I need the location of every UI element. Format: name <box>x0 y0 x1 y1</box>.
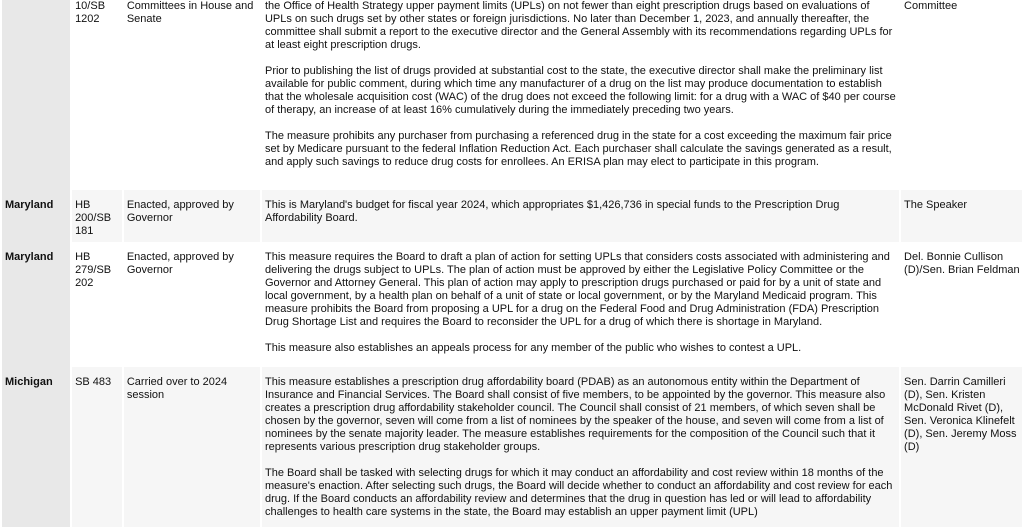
status-cell: Committees in House and Senate <box>124 0 260 190</box>
state-cell: Michigan <box>2 367 70 527</box>
status-cell: Carried over to 2024 session <box>124 367 260 527</box>
sponsor-cell: Sen. Darrin Camilleri (D), Sen. Kristen McDonald Rivet (D), Sen. Veronica Klinefelt (D), Sen. Jeremy Moss (D) <box>901 367 1022 527</box>
sponsor-cell: Del. Bonnie Cullison (D)/Sen. Brian Feldman <box>901 242 1022 367</box>
description-paragraph: This measure establishes a prescription drug affordability board (PDAB) as an autonomous entity within the Department of Insurance and Financial Services. The Board shall consist of five members, to be appointed by the governor. This measure also creates a prescription drug affordability stakeholder council. The Council shall consist of 21 members, of which seven shall be chosen by the governor, seven will come from a list of nominees by the speaker of the house, and seven will come from a list of nominees by the senate majority leader. The measure establishes requirements for the composition of the Council such that it represents various prescription drug stakeholder groups. <box>264 376 886 453</box>
description-cell <box>262 242 899 367</box>
state-cell: Maryland <box>2 242 70 367</box>
bill-number-cell: HB 279/SB 202 <box>72 242 122 367</box>
table-row <box>2 367 1022 527</box>
description-paragraph: This measure requires the Board to draft a plan of action for setting UPLs that considers costs associated with administering and delivering the drugs subject to UPLs. The plan of action must be approved by either the Legislative Policy Committee or the Governor and Attorney General. This plan of action may apply to prescription drugs purchased or paid for by a unit of state and local government, by a health plan on behalf of a unit of state or local government, or by the Maryland Medicaid program. This measure prohibits the Board from proposing a UPL for a drug on the Federal Food and Drug Administration (FDA) Prescription Drug Shortage List and requires the Board to reconsider the UPL for a drug of which there is shortage in Maryland. <box>264 251 890 328</box>
description-paragraph: the Office of Health Strategy upper payment limits (UPLs) on not fewer than eight prescription drugs based on evaluations of UPLs on such drugs set by other states or foreign jurisdictions. No later than December 1, 2023, and annually thereafter, the committee shall submit a report to the executive director and the General Assembly with its recommendations regarding UPLs for at least eight prescription drugs. <box>264 0 893 51</box>
description-cell <box>262 190 899 242</box>
status-cell: Enacted, approved by Governor <box>124 242 260 367</box>
state-cell: Maryland <box>2 190 70 242</box>
table-row <box>2 242 1022 367</box>
status-cell: Enacted, approved by Governor <box>124 190 260 242</box>
description-paragraph: The Board shall be tasked with selecting drugs for which it may conduct an affordability and cost review within 18 months of the measure's enaction. After selecting such drugs, the Board will decide whether to conduct an affordability and cost review for each drug. If the Board conducts an affordability review and determines that the drug in question has led or will lead to affordability challenges to health care systems in the state, the Board may establish an upper payment limit (UPL) <box>264 467 893 518</box>
state-cell <box>2 0 70 190</box>
description-cell <box>262 367 899 527</box>
table-row <box>2 0 1022 190</box>
bill-number-cell: SB 483 <box>72 367 122 527</box>
description-paragraph: Prior to publishing the list of drugs provided at substantial cost to the state, the executive director shall make the preliminary list available for public comment, during which time any manufacturer of a drug on the list may produce documentation to establish that the wholesale acquisition cost (WAC) of the drug does not exceed the following limit: for a drug with a WAC of $40 per course of therapy, an increase of at least 16% cumulatively during the immediately preceding two years. <box>264 65 896 116</box>
sponsor-cell: Committee <box>901 0 1022 190</box>
table-row <box>2 190 1022 242</box>
description-cell <box>262 0 899 190</box>
bill-number-cell: 10/SB 1202 <box>72 0 122 190</box>
description-paragraph: This measure also establishes an appeals process for any member of the public who wishes to contest a UPL. <box>264 342 802 354</box>
bill-number-cell: HB 200/SB 181 <box>72 190 122 242</box>
sponsor-cell: The Speaker <box>901 190 1022 242</box>
description-paragraph: This is Maryland's budget for fiscal year 2024, which appropriates $1,426,736 in special funds to the Prescription Drug Affordability Board. <box>264 199 840 224</box>
description-paragraph: The measure prohibits any purchaser from purchasing a referenced drug in the state for a cost exceeding the maximum fair price set by Medicare pursuant to the federal Inflation Reduction Act. Each purchaser shall calculate the savings generated as a result, and apply such savings to reduce drug costs for enrollees. An ERISA plan may elect to participate in this program. <box>264 130 892 168</box>
